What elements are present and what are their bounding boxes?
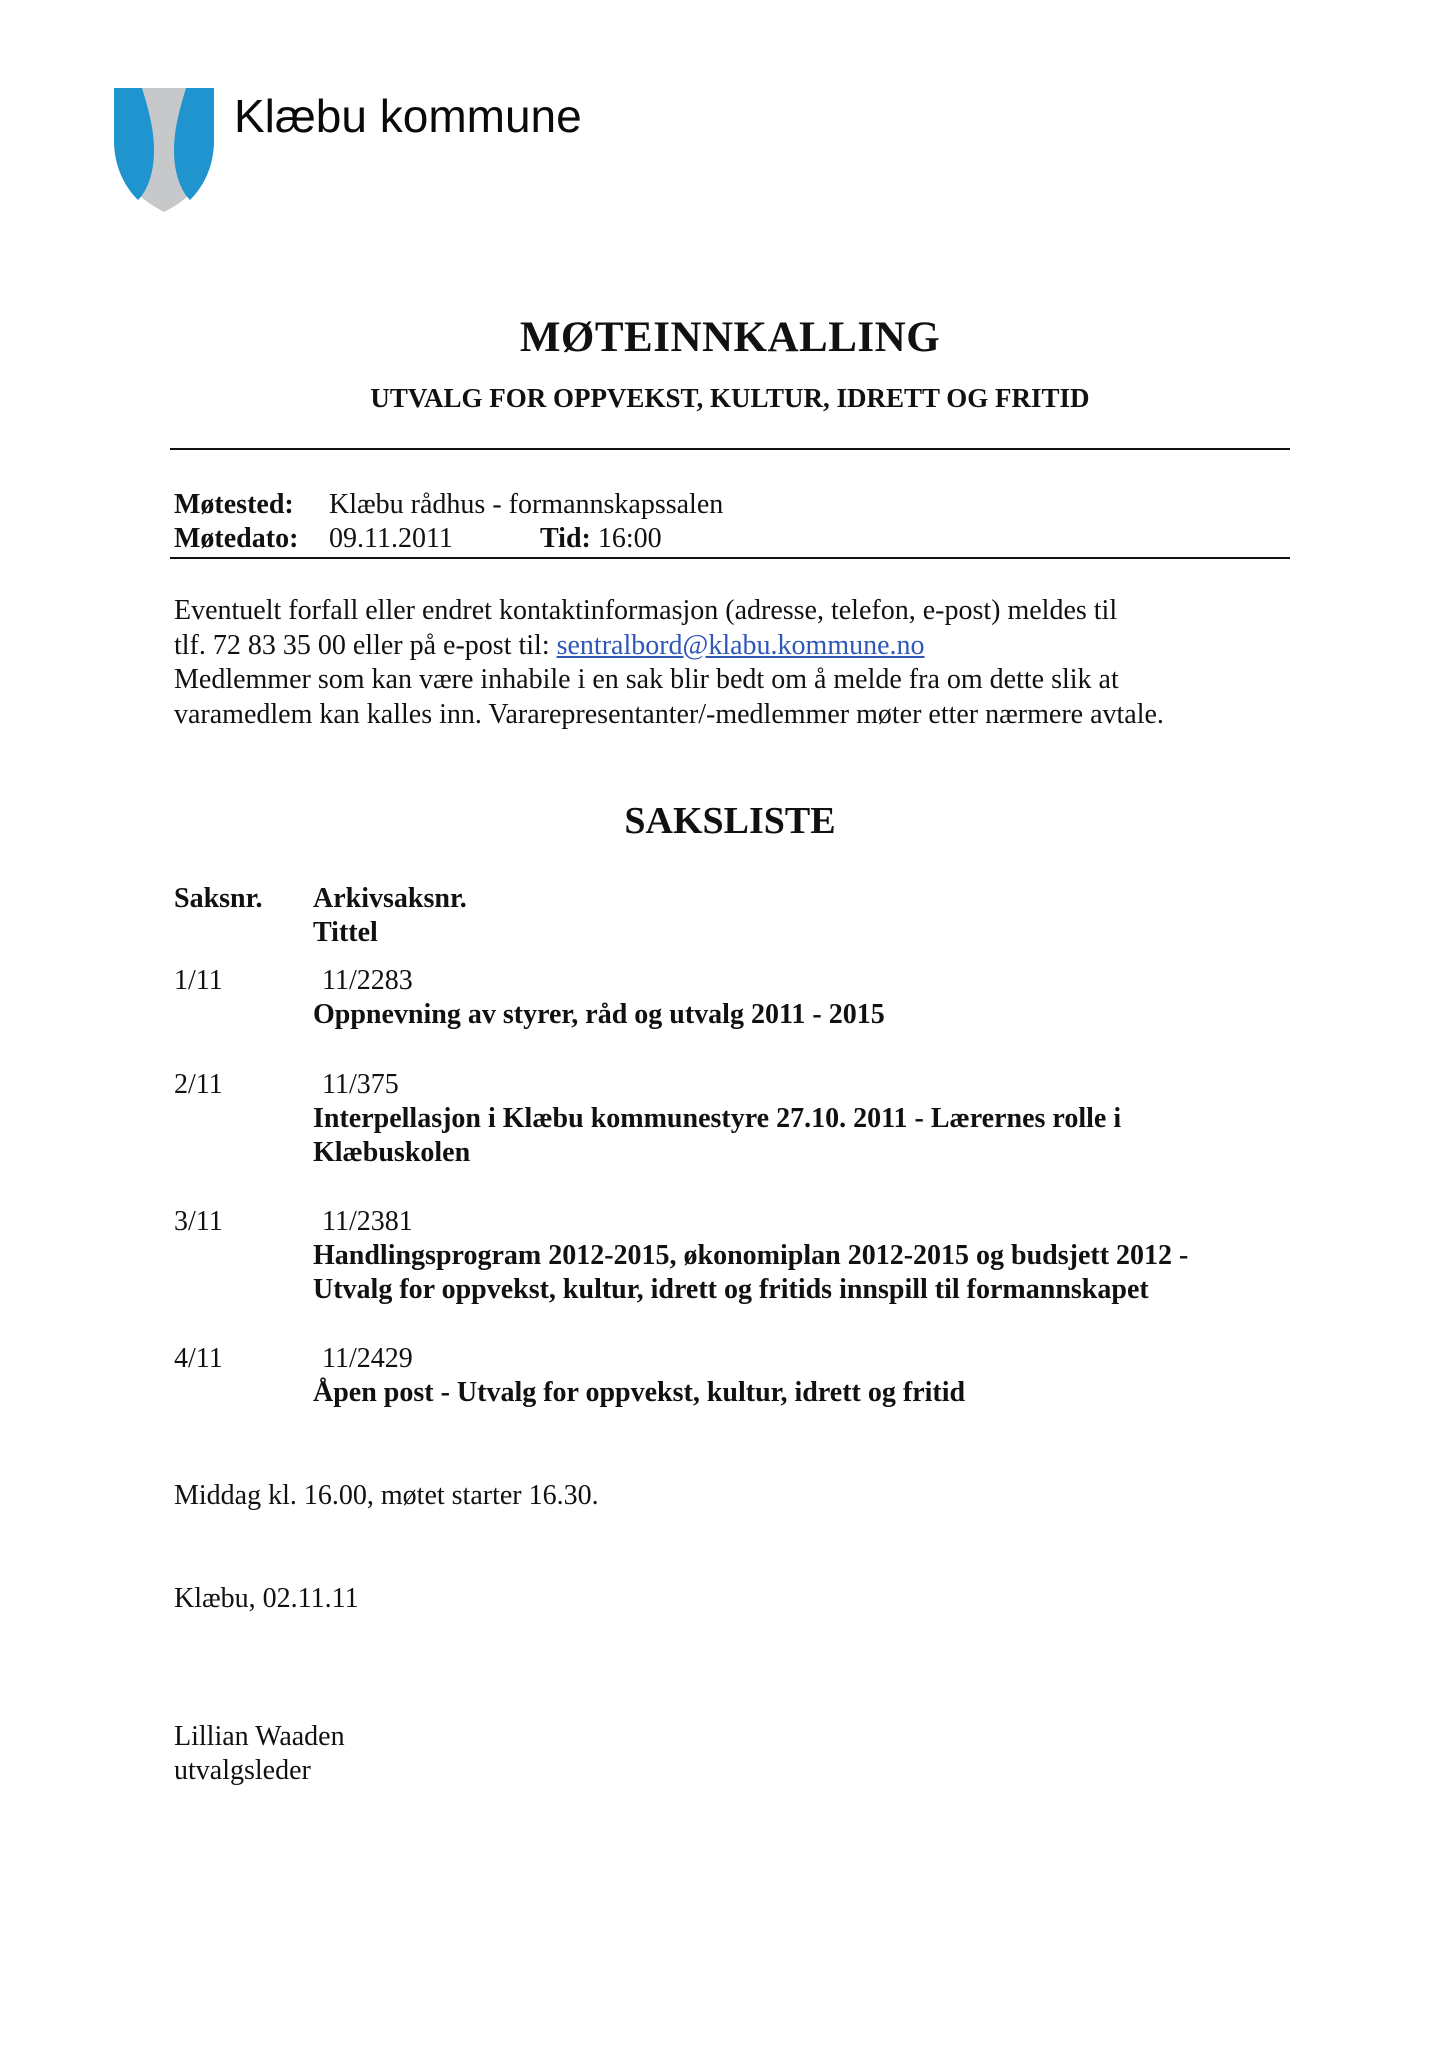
meeting-place-row [174, 488, 724, 522]
meeting-date-row [174, 522, 662, 556]
agenda-item-arkiv: 11/2283 [322, 965, 413, 996]
org-name: Klæbu kommune [234, 90, 582, 142]
agenda-item-arkiv: 11/375 [322, 1069, 399, 1100]
place-date: Klæbu, 02.11.11 [174, 1583, 359, 1614]
divider-top [170, 448, 1290, 450]
agenda-col-saksnr: Saksnr. [174, 883, 263, 914]
email-link[interactable]: sentralbord@klabu.kommune.no [556, 629, 925, 661]
info-line-4: varamedlem kan kalles inn. Vararepresentanter/-medlemmer møter etter nærmere avtale. [174, 698, 1164, 730]
page-title: MØTEINNKALLING [519, 314, 941, 361]
agenda-item-saksnr: 2/11 [174, 1069, 223, 1100]
agenda-item-arkiv: 11/2381 [322, 1206, 413, 1237]
dinner-note: Middag kl. 16.00, møtet starter 16.30. [174, 1480, 599, 1511]
meeting-time-label: Tid: [540, 523, 591, 554]
signer-role: utvalgsleder [174, 1755, 311, 1786]
meeting-date-value: 09.11.2011 [329, 523, 453, 554]
page-subtitle: UTVALG FOR OPPVEKST, KULTUR, IDRETT OG FRITID [370, 383, 1090, 413]
meeting-time [540, 522, 662, 556]
agenda-col-arkivsaksnr: Arkivsaksnr. [313, 883, 467, 914]
meeting-place-value: Klæbu rådhus - formannskapssalen [329, 489, 724, 520]
agenda-item-saksnr: 3/11 [174, 1206, 223, 1237]
info-line-3: Medlemmer som kan være inhabile i en sak blir bedt om å melde fra om dette slik at [174, 664, 1119, 695]
meeting-date-label: Møtedato: [174, 523, 299, 554]
agenda-item-arkiv: 11/2429 [322, 1343, 413, 1374]
agenda-item-title: Interpellasjon i Klæbu kommunestyre 27.10. 2011 - Lærernes rolle i Klæbuskolen [313, 1103, 1122, 1168]
agenda-col-arkiv [313, 882, 467, 950]
meeting-place-label: Møtested: [174, 489, 294, 520]
info-line-2 [174, 629, 1294, 664]
info-line-1: Eventuelt forfall eller endret kontaktinformasjon (adresse, telefon, e-post) meldes til [174, 595, 1118, 626]
info-paragraph [174, 594, 1294, 732]
signer-name: Lillian Waaden [174, 1721, 345, 1752]
divider-bottom [170, 557, 1290, 559]
agenda-item-title: Oppnevning av styrer, råd og utvalg 2011 - 2015 [313, 999, 885, 1030]
meeting-time-value: 16:00 [597, 523, 662, 554]
agenda-item-saksnr: 1/11 [174, 965, 223, 996]
coat-of-arms-logo [112, 86, 216, 214]
info-line-2-prefix: tlf. 72 83 35 00 eller på e-post til: [174, 629, 557, 661]
agenda-col-tittel: Tittel [313, 917, 378, 948]
agenda-item-saksnr: 4/11 [174, 1343, 223, 1374]
agenda-heading: SAKSLISTE [624, 800, 836, 842]
agenda-item-title: Åpen post - Utvalg for oppvekst, kultur, idrett og fritid [313, 1377, 966, 1408]
agenda-item-title: Handlingsprogram 2012-2015, økonomiplan 2012-2015 og budsjett 2012 - Utvalg for oppvekst, kultur, idrett og fritids innspill til formannskapet [313, 1240, 1189, 1305]
